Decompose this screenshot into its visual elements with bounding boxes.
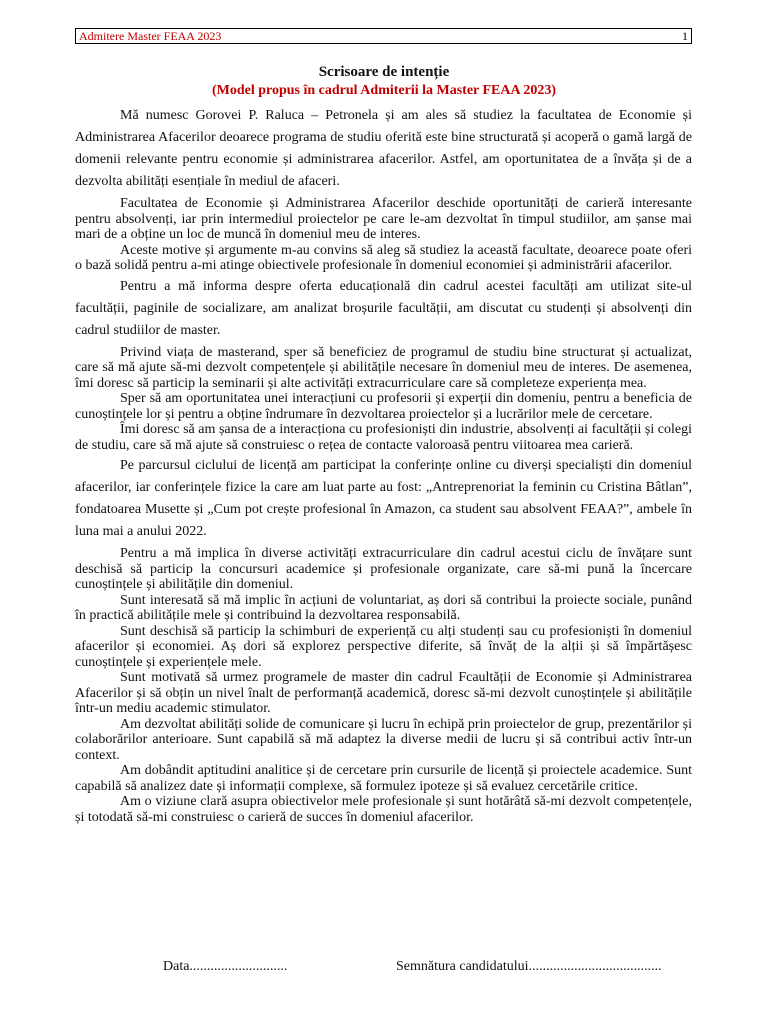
paragraph-3: Aceste motive și argumente m-au convins să aleg să studiez la această facultate, deoarece poate oferi o bază solidă pentru a-mi atinge obiectivele profesionale în domeniul economiei și administrării afacerilor.	[75, 242, 692, 273]
paragraph-1: Mă numesc Gorovei P. Raluca – Petronela și am ales să studiez la facultatea de Economie și Administrarea Afacerilor deoarece programa de studiu oferită este bine structurată și acoperă o gamă largă de domenii relevante pentru economie și administrarea afacerilor. Astfel, am oportunitatea de a învăța și de a dezvolta abilități esențiale în mediul de afaceri.	[75, 108, 692, 189]
paragraph-4: Pentru a mă informa despre oferta educațională din cadrul acestei facultăți am utilizat site-ul facultății, paginile de socializare, am analizat broșurile facultății, am discutat cu studenți și absolvenți din cadrul studiilor de master.	[75, 278, 692, 338]
paragraph-15: Am o viziune clară asupra obiectivelor mele profesionale și sunt hotărâtă să-mi dezvolt competențele, și totodată să-mi construiesc o carieră de succes în domeniul afacerilor.	[75, 794, 692, 825]
signature-footer	[0, 958, 768, 978]
paragraph-9: Pentru a mă implica în diverse activități extracurriculare din cadrul acestui ciclu de învățare sunt deschisă să particip la concursuri academice și profesionale organizate, care să-mi pună la încercare cunoștințele și abilitățile din domeniul.	[75, 546, 692, 592]
document-title: Scrisoare de intenție	[318, 64, 450, 80]
document-subtitle: (Model propus în cadrul Admiterii la Master FEAA 2023)	[211, 83, 557, 98]
page-number: 1	[682, 29, 688, 43]
signature-field: Semnătura candidatului......................................	[396, 959, 662, 974]
paragraph-14: Am dobândit aptitudini analitice și de cercetare prin cursurile de licență și proiectele academice. Sunt capabilă să analizez date și informații complexe, să formulez ipoteze și să evaluez cercetările critice.	[75, 763, 692, 794]
paragraph-5: Privind viața de masterand, sper să beneficiez de programul de studiu bine structurat și actualizat, care să mă ajute să-mi dezvolt competențele și abilitățile necesare în domeniul meu de interes. De asemenea, îmi doresc să particip la seminarii și alte activități extracurriculare care să completeze experiența mea.	[75, 344, 692, 391]
letter-body	[75, 103, 692, 825]
page-header	[75, 28, 692, 44]
paragraph-7: Îmi doresc să am șansa de a interacționa cu profesioniști din industrie, absolvenți ai facultății și colegi de studiu, care să mă ajute să construiesc o rețea de contacte valoroasă pentru viitoarea mea carieră.	[75, 422, 692, 453]
paragraph-12: Sunt motivată să urmez programele de master din cadrul Fcaultății de Economie și Administrarea Afacerilor și să obțin un nivel înalt de performanță academică, doresc să-mi dezvolt cunoștințele și abilitățile într-un mediu academic stimulator.	[75, 670, 692, 716]
paragraph-8: Pe parcursul ciclului de licență am participat la conferințe online cu diverși specialiști din domeniul afacerilor, iar conferințele fizice la care am luat parte au fost: „Antreprenoriat la feminin cu Cristina Bâtlan”, fondatoarea Musette și „Cum pot crește profesional în Amazon, ca student sau absolvent FEAA?”, ambele în luna mai a anului 2022.	[75, 458, 692, 539]
paragraph-11: Sunt deschisă să particip la schimburi de experiență cu alți studenți sau cu profesioniști în domeniul afacerilor și economiei. Aș dori să explorez perspective diferite, să învăț de la alții și să împărtășesc cunoștințele și experiențele mele.	[75, 623, 692, 670]
date-field: Data............................	[163, 959, 288, 974]
paragraph-13: Am dezvoltat abilități solide de comunicare și lucru în echipă prin proiectelor de grup, prezentărilor și colaborărilor anterioare. Sunt capabilă să mă adaptez la diverse medii de lucru și să contribui activ într-un context.	[75, 716, 692, 763]
paragraph-10: Sunt interesată să mă implic în acțiuni de voluntariat, aș dori să contribui la proiecte sociale, punând în practică abilitățile mele și contribuind la dezvoltarea responsabilă.	[75, 592, 692, 623]
paragraph-2: Facultatea de Economie și Administrarea Afacerilor deschide oportunități de carieră interesante pentru absolvenți, iar prin intermediul proiectelor pe care le-am dezvoltat în timpul studiilor, am șanse mai mari de a obține un loc de muncă în domeniul meu de interes.	[75, 196, 692, 242]
header-label: Admitere Master FEAA 2023	[79, 29, 222, 43]
paragraph-6: Sper să am oportunitatea unei interacțiuni cu profesorii și experții din domeniu, pentru a beneficia de cunoștințele lor și pentru a obține îndrumare în dezvoltarea proiectelor și a lucrărilor mele de cercetare.	[75, 391, 692, 422]
